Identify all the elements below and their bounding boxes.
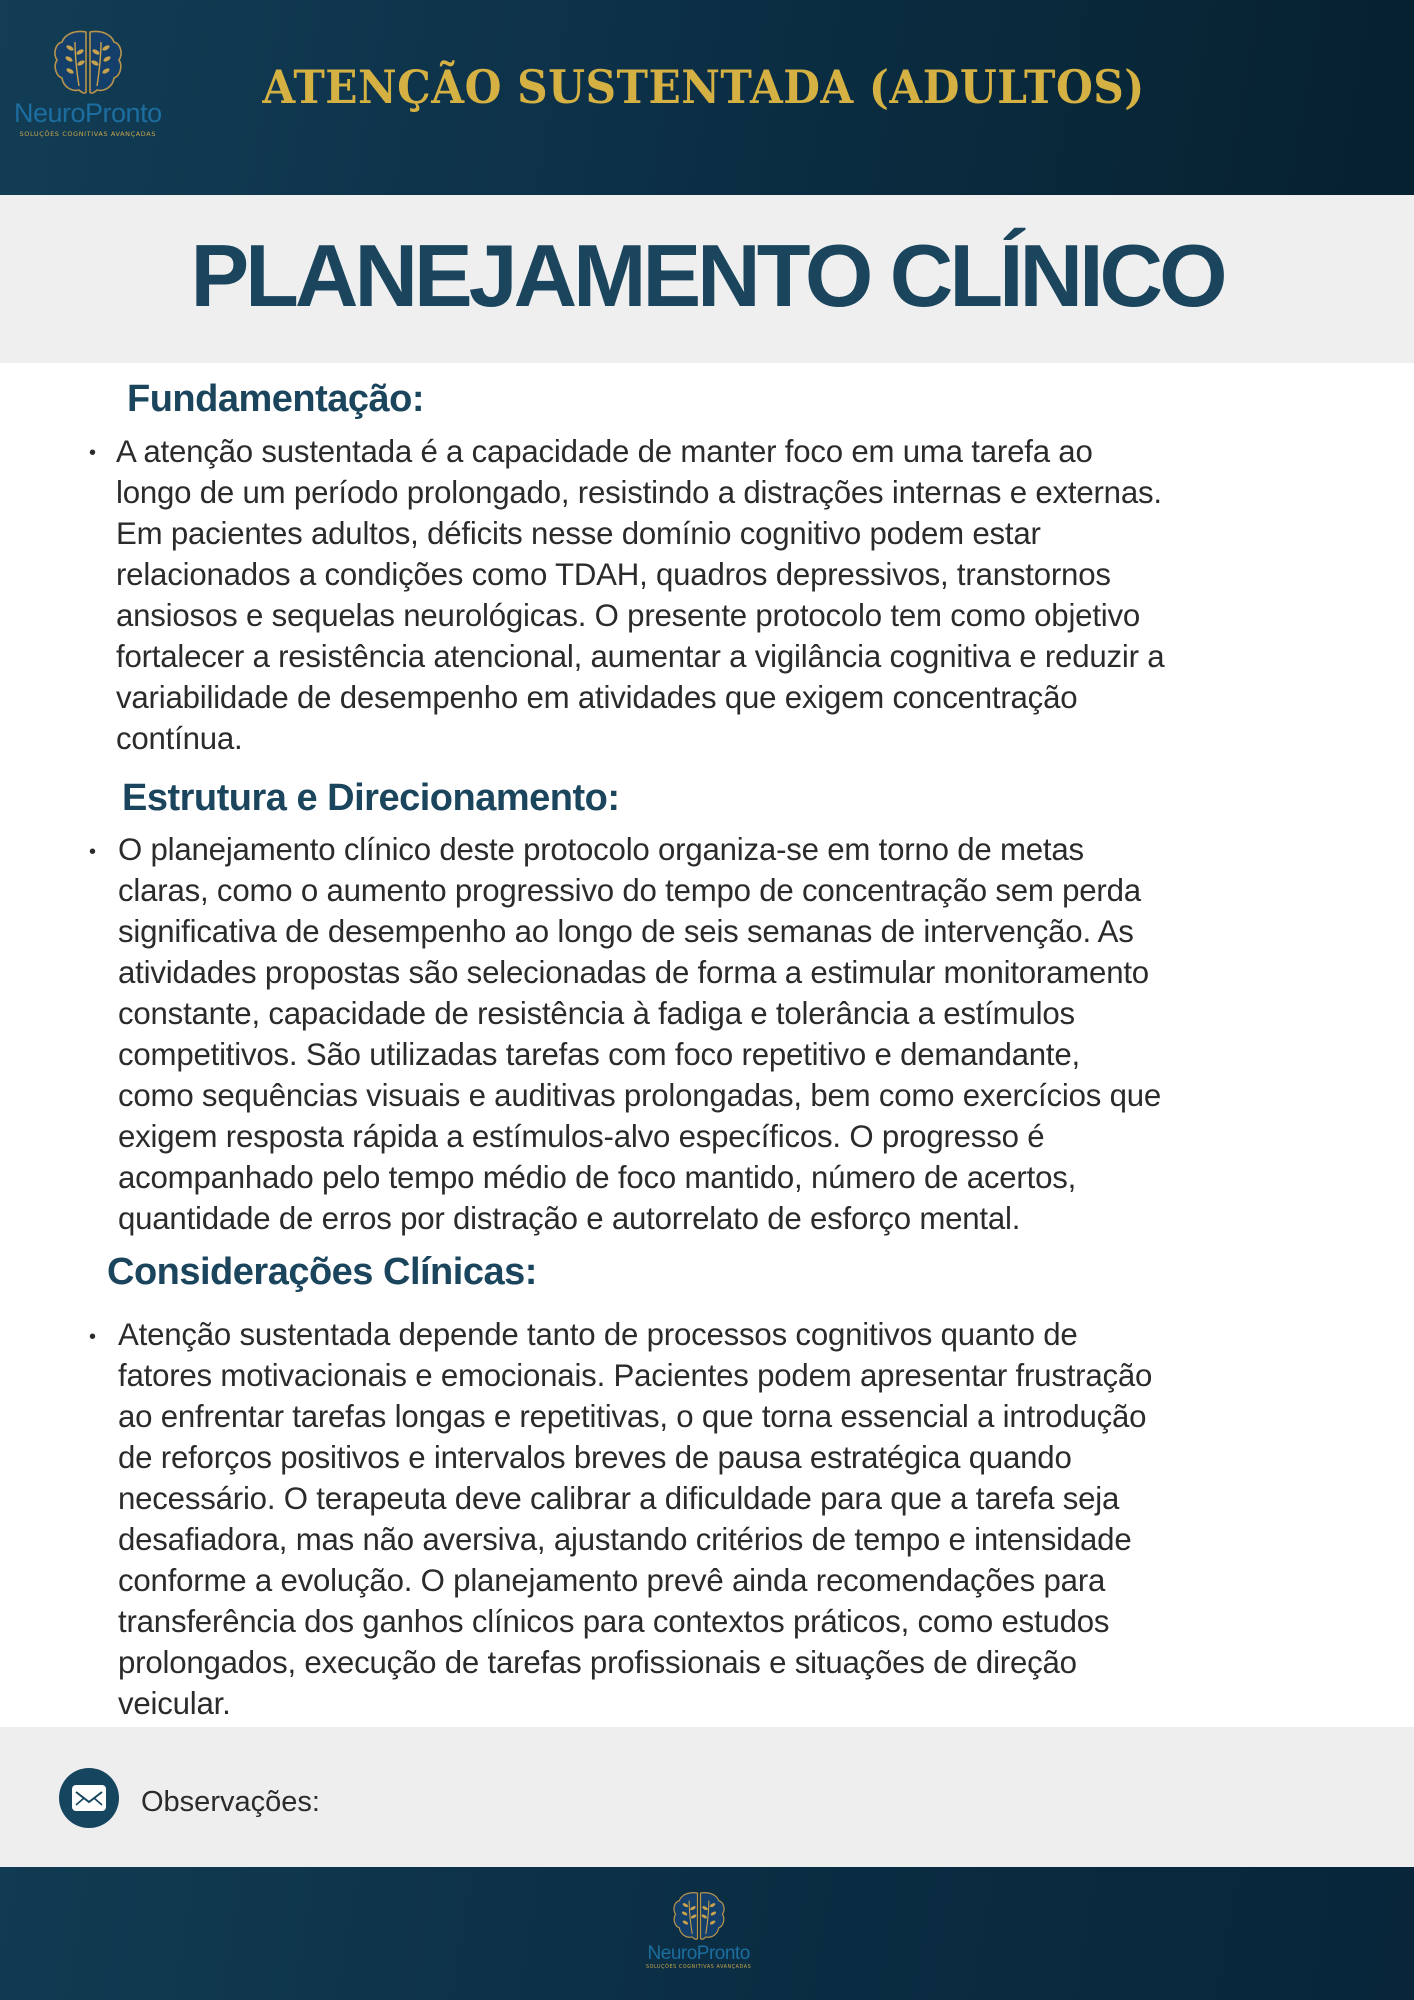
brain-tree-icon	[671, 1890, 727, 1943]
text-line: como sequências visuais e auditivas prolongadas, bem como exercícios que	[118, 1078, 1162, 1113]
text-line: desafiadora, mas não aversiva, ajustando critérios de tempo e intensidade	[118, 1522, 1132, 1557]
text-line: A atenção sustentada é a capacidade de manter foco em uma tarefa ao	[116, 434, 1093, 469]
section-heading-consideracoes: Considerações Clínicas:	[107, 1251, 537, 1293]
text-line: fortalecer a resistência atencional, aumentar a vigilância cognitiva e reduzir a	[116, 639, 1165, 674]
text-line: atividades propostas são selecionadas de forma a estimular monitoramento	[118, 955, 1149, 990]
header-title-wrap	[0, 60, 1414, 114]
text-line: quantidade de erros por distração e autorrelato de esforço mental.	[118, 1201, 1021, 1236]
text-line: exigem resposta rápida a estímulos-alvo específicos. O progresso é	[118, 1119, 1045, 1154]
text-line: significativa de desempenho ao longo de seis semanas de intervenção. As	[118, 914, 1134, 949]
bullet-marker: •	[89, 442, 97, 464]
text-line: constante, capacidade de resistência à fadiga e tolerância a estímulos	[118, 996, 1075, 1031]
text-line: transferência dos ganhos clínicos para contextos práticos, como estudos	[118, 1604, 1110, 1639]
bullet-marker: •	[89, 1326, 97, 1348]
text-line: de reforços positivos e intervalos breves de pausa estratégica quando	[118, 1440, 1072, 1475]
footer-logo-brand-name: NeuroPronto	[647, 1943, 750, 1964]
header-title: ATENÇÃO SUSTENTADA (ADULTOS)	[262, 60, 1146, 114]
section-body-estrutura	[118, 829, 1161, 1239]
section-body-consideracoes	[118, 1314, 1152, 1724]
text-line: Atenção sustentada depende tanto de processos cognitivos quanto de	[118, 1317, 1078, 1352]
text-line: necessário. O terapeuta deve calibrar a dificuldade para que a tarefa seja	[118, 1481, 1120, 1516]
footer-logo-tagline: SOLUÇÕES COGNITIVAS AVANÇADAS	[646, 1965, 752, 1970]
text-line: relacionados a condições como TDAH, quadros depressivos, transtornos	[116, 557, 1111, 592]
envelope-icon	[59, 1768, 119, 1828]
text-line: fatores motivacionais e emocionais. Pacientes podem apresentar frustração	[118, 1358, 1153, 1393]
section-heading-fundamentacao: Fundamentação:	[127, 378, 425, 420]
text-line: O planejamento clínico deste protocolo organiza-se em torno de metas	[118, 832, 1084, 867]
footer-logo	[646, 1890, 751, 1971]
text-line: ao enfrentar tarefas longas e repetitivas, o que torna essencial a introdução	[118, 1399, 1147, 1434]
bullet-marker: •	[89, 841, 97, 863]
section-body-fundamentacao	[116, 431, 1164, 759]
text-line: conforme a evolução. O planejamento prevê ainda recomendações para	[118, 1563, 1106, 1598]
text-line: prolongados, execução de tarefas profissionais e situações de direção	[118, 1645, 1077, 1680]
text-line: variabilidade de desempenho em atividades que exigem concentração	[116, 680, 1078, 715]
text-line: ansiosos e sequelas neurológicas. O presente protocolo tem como objetivo	[116, 598, 1141, 633]
text-line: veicular.	[118, 1686, 231, 1721]
text-line: claras, como o aumento progressivo do tempo de concentração sem perda	[118, 873, 1141, 908]
text-line: acompanhado pelo tempo médio de foco mantido, número de acertos,	[118, 1160, 1077, 1195]
text-line: contínua.	[116, 721, 243, 756]
text-line: competitivos. São utilizadas tarefas com foco repetitivo e demandante,	[118, 1037, 1080, 1072]
logo-tagline: SOLUÇÕES COGNITIVAS AVANÇADAS	[19, 130, 157, 138]
text-line: Em pacientes adultos, déficits nesse domínio cognitivo podem estar	[116, 516, 1041, 551]
page-title: PLANEJAMENTO CLÍNICO	[190, 226, 1224, 325]
text-line: longo de um período prolongado, resistindo a distrações internas e externas.	[116, 475, 1162, 510]
footer-banner	[0, 1867, 1414, 2000]
section-heading-estrutura: Estrutura e Direcionamento:	[122, 777, 620, 819]
header-banner	[0, 0, 1414, 195]
logo-brand-name: NeuroPronto	[14, 98, 162, 128]
observations-label: Observações:	[141, 1786, 320, 1818]
